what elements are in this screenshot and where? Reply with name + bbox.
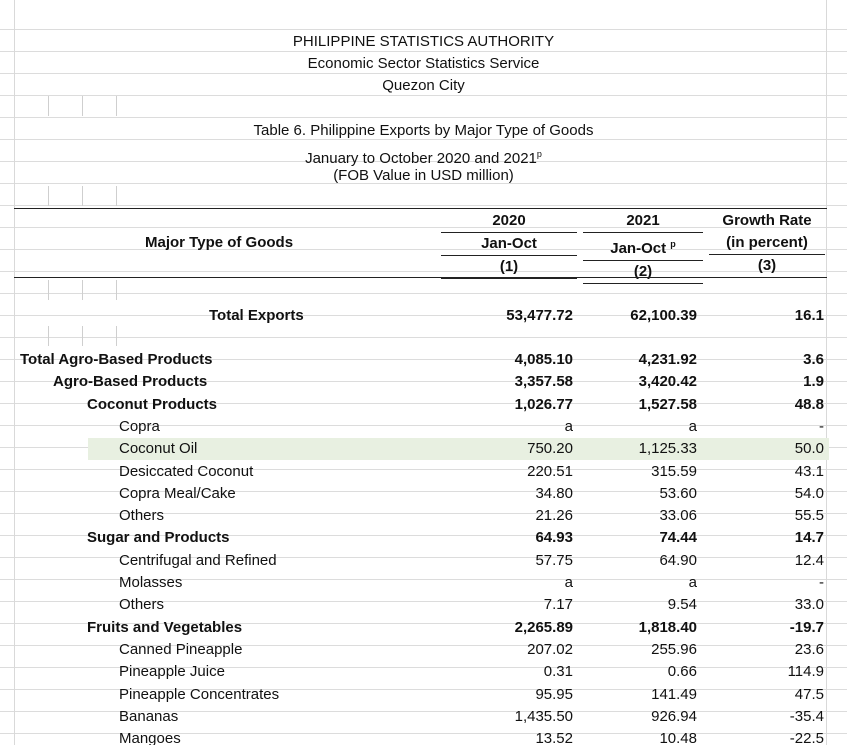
- table-row: [0, 639, 847, 661]
- period-text: January to October 2020 and 2021: [305, 150, 537, 167]
- row-value-2020: 64.93: [535, 529, 573, 546]
- row-value-2020: 750.20: [527, 440, 573, 457]
- row-growth: 33.0: [794, 596, 824, 613]
- row-label: Sugar and Products: [87, 529, 230, 546]
- row-label: Mangoes: [119, 730, 181, 745]
- row-value-2020: 7.17: [543, 596, 573, 613]
- row-label: Centrifugal and Refined: [119, 552, 277, 569]
- table-row: [0, 550, 847, 572]
- row-growth: 50.0: [794, 440, 824, 457]
- table-row: [0, 394, 847, 416]
- row-value-2020: a: [564, 574, 573, 591]
- row-value-2020: a: [564, 418, 573, 435]
- grid-cell: [48, 186, 49, 206]
- grid-cell: [82, 96, 83, 116]
- header-bottom-rule: [14, 277, 827, 278]
- row-value-2021: 4,231.92: [638, 351, 697, 368]
- row-value-2021: 926.94: [651, 708, 697, 725]
- row-label: Desiccated Coconut: [119, 463, 254, 480]
- row-value-2020: 57.75: [535, 552, 573, 569]
- row-value-2020: 21.26: [535, 507, 573, 524]
- row-value-2020: 207.02: [527, 641, 573, 658]
- table-row: [0, 617, 847, 639]
- col-growth-title: Growth Rate: [722, 212, 812, 229]
- total-2020: 53,477.72: [506, 307, 573, 324]
- col-2020-period: Jan-Oct: [441, 233, 577, 256]
- total-label: Total Exports: [209, 307, 304, 324]
- table-row: [0, 572, 847, 594]
- row-label: Agro-Based Products: [53, 373, 208, 390]
- row-value-2021: 0.66: [667, 663, 697, 680]
- row-growth: 48.8: [794, 396, 824, 413]
- row-label: Copra: [119, 418, 160, 435]
- row-value-2021: 10.48: [659, 730, 697, 745]
- col-2020-year: 2020: [441, 210, 577, 233]
- row-growth: 43.1: [794, 463, 824, 480]
- row-value-2021: 1,527.58: [638, 396, 697, 413]
- table-row: [0, 505, 847, 527]
- col-2021-year: 2021: [583, 210, 703, 233]
- row-growth: 54.0: [794, 485, 824, 502]
- row-value-2021: 74.44: [659, 529, 697, 546]
- table-row: [0, 371, 847, 393]
- table-row: [0, 594, 847, 616]
- grid-cell: [116, 96, 117, 116]
- service-title: Economic Sector Statistics Service: [307, 55, 540, 72]
- row-growth: 114.9: [787, 663, 824, 680]
- row-growth: -: [819, 574, 824, 591]
- grid-cell: [116, 280, 117, 300]
- row-value-2021: 1,125.33: [638, 440, 697, 457]
- row-value-2021: a: [688, 418, 697, 435]
- row-growth: 23.6: [794, 641, 824, 658]
- row-value-2021: 64.90: [659, 552, 697, 569]
- col-2020-num: (1): [441, 256, 577, 279]
- grid-cell: [48, 280, 49, 300]
- row-value-2020: 4,085.10: [514, 351, 573, 368]
- row-label: Canned Pineapple: [119, 641, 243, 658]
- row-value-2020: 13.52: [535, 730, 573, 745]
- row-label: Pineapple Concentrates: [119, 686, 280, 703]
- row-label: Others: [119, 596, 165, 613]
- col-goods-header: Major Type of Goods: [145, 234, 294, 251]
- city-title: Quezon City: [382, 77, 465, 94]
- col-2021-num: (2): [583, 261, 703, 284]
- row-label: Others: [119, 507, 165, 524]
- total-exports-row: [0, 305, 847, 327]
- row-value-2020: 34.80: [535, 485, 573, 502]
- row-value-2021: 315.59: [651, 463, 697, 480]
- row-value-2021: 9.54: [667, 596, 697, 613]
- row-growth: 55.5: [794, 507, 824, 524]
- row-value-2020: 1,435.50: [514, 708, 573, 725]
- row-growth: -: [819, 418, 824, 435]
- row-value-2020: 2,265.89: [514, 619, 573, 636]
- row-label: Molasses: [119, 574, 183, 591]
- table-title: Table 6. Philippine Exports by Major Type of Goods: [253, 122, 594, 139]
- row-value-2020: 0.31: [543, 663, 573, 680]
- row-value-2021: 3,420.42: [638, 373, 697, 390]
- col-2021-period: Jan-Oct: [610, 240, 667, 257]
- row-value-2021: 1,818.40: [638, 619, 697, 636]
- table-row: [0, 728, 847, 745]
- grid-cell: [82, 186, 83, 206]
- row-label: Coconut Products: [87, 396, 217, 413]
- table-row: [0, 527, 847, 549]
- col-growth-header: [709, 210, 825, 278]
- row-value-2021: 141.49: [651, 686, 697, 703]
- row-growth: -35.4: [789, 708, 824, 725]
- row-value-2020: 3,357.58: [514, 373, 573, 390]
- row-value-2020: 220.51: [527, 463, 573, 480]
- col-2021-period-wrap: [583, 233, 703, 261]
- row-value-2021: a: [688, 574, 697, 591]
- period-superscript: p: [536, 149, 542, 159]
- grid-cell: [82, 280, 83, 300]
- total-2021: 62,100.39: [630, 307, 697, 324]
- grid-cell: [116, 326, 117, 346]
- row-growth: 3.6: [803, 351, 824, 368]
- col-2021-header: [583, 210, 703, 284]
- grid-cell: [82, 326, 83, 346]
- row-value-2021: 255.96: [651, 641, 697, 658]
- col-growth-num: (3): [709, 255, 825, 278]
- table-row: [0, 661, 847, 683]
- row-growth: -22.5: [789, 730, 824, 745]
- row-label: Bananas: [119, 708, 179, 725]
- row-growth: -19.7: [789, 619, 824, 636]
- col-growth-sub: (in percent): [709, 232, 825, 255]
- row-label: Copra Meal/Cake: [119, 485, 236, 502]
- col-2021-sup: p: [670, 239, 676, 249]
- row-value-2020: 1,026.77: [514, 396, 573, 413]
- table-row: [0, 349, 847, 371]
- table-row: [0, 416, 847, 438]
- table-row: [0, 438, 847, 460]
- table-row: [0, 461, 847, 483]
- row-growth: 12.4: [794, 552, 824, 569]
- row-value-2020: 95.95: [535, 686, 573, 703]
- row-growth: 14.7: [794, 529, 824, 546]
- row-label: Pineapple Juice: [119, 663, 225, 680]
- total-growth: 16.1: [794, 307, 824, 324]
- row-label: Total Agro-Based Products: [20, 351, 213, 368]
- table-row: [0, 483, 847, 505]
- row-value-2021: 33.06: [659, 507, 697, 524]
- row-growth: 1.9: [803, 373, 824, 390]
- header-top-rule: [14, 208, 827, 209]
- unit-title: (FOB Value in USD million): [333, 167, 514, 184]
- grid-cell: [48, 96, 49, 116]
- grid-cell: [116, 186, 117, 206]
- org-title: PHILIPPINE STATISTICS AUTHORITY: [292, 33, 555, 50]
- grid-cell: [48, 326, 49, 346]
- row-label: Coconut Oil: [119, 440, 198, 457]
- table-row: [0, 684, 847, 706]
- row-value-2021: 53.60: [659, 485, 697, 502]
- row-label: Fruits and Vegetables: [87, 619, 243, 636]
- table-row: [0, 706, 847, 728]
- row-growth: 47.5: [794, 686, 824, 703]
- col-2020-header: [441, 210, 577, 279]
